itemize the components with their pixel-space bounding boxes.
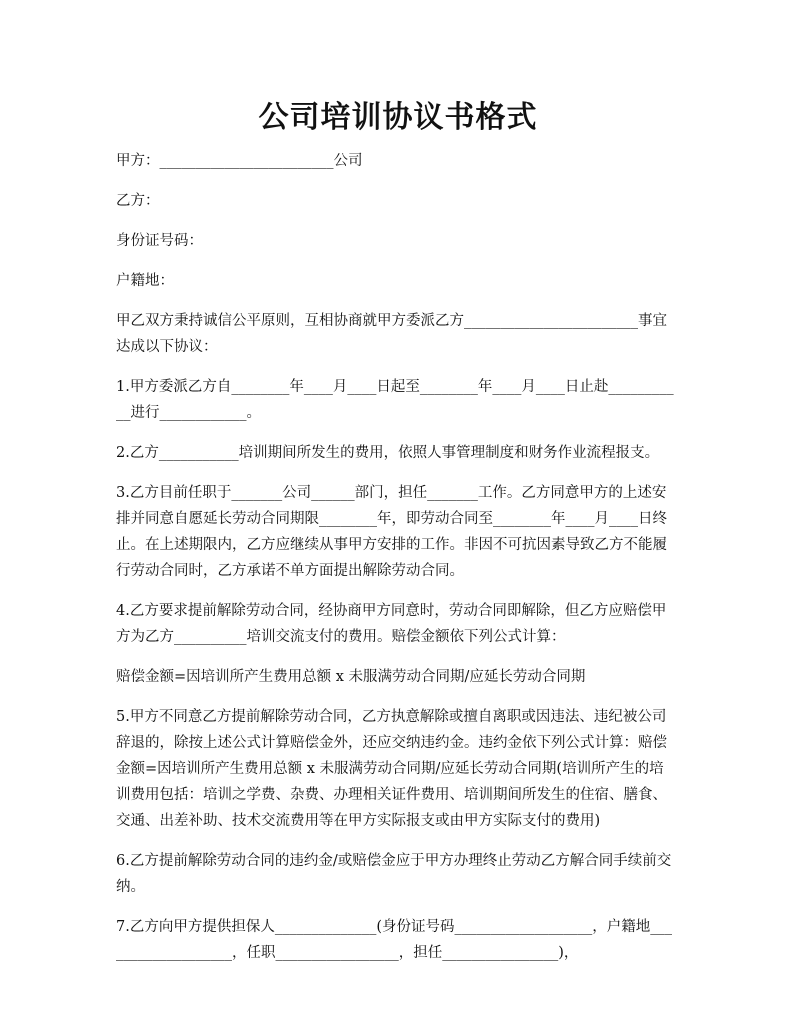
- document-title: 公司培训协议书格式: [258, 100, 538, 135]
- document-body: [116, 148, 678, 980]
- preamble-paragraph: 甲乙双方秉持诚信公平原则，互相协商就甲方委派乙方________________________事宜达成以下协议：: [116, 313, 667, 355]
- compensation-formula: 赔偿金额=因培训所产生费用总额 x 未服满劳动合同期/应延长劳动合同期: [116, 669, 586, 685]
- clause-2: 2.乙方___________培训期间所发生的费用，依照人事管理制度和财务作业流程报支。: [116, 445, 660, 461]
- clause-6: 6.乙方提前解除劳动合同的违约金/或赔偿金应于甲方办理终止劳动乙方解合同手续前交纳。: [116, 853, 672, 895]
- party-b-line: 乙方：: [116, 193, 160, 209]
- party-a-line: 甲方：________________________公司: [116, 153, 363, 169]
- clause-1: 1.甲方委派乙方自________年____月____日起至________年____月____日止赴___________进行____________。: [116, 379, 674, 421]
- clause-5: 5.甲方不同意乙方提前解除劳动合同，乙方执意解除或擅自离职或因违法、违纪被公司辞退的，除按上述公式计算赔偿金外，还应交纳违约金。违约金依下列公式计算：赔偿金额=因培训所产生费用总额 x 未服满劳动合同期/应延长劳动合同期(培训所产生的培训费用包括：培训之学费、杂费、办理相关证件费用、培训期间所发生的住宿、膳食、交通、出差补助、技术交流费用等在甲方实际报支或由甲方实际支付的费用): [116, 709, 667, 829]
- clause-4: 4.乙方要求提前解除劳动合同，经协商甲方同意时，劳动合同即解除，但乙方应赔偿甲方为乙方__________培训交流支付的费用。赔偿金额依下列公式计算：: [116, 603, 667, 645]
- clause-7: 7.乙方向甲方提供担保人______________(身份证号码___________________，户籍地___________________，任职_________________，担任________________)，: [116, 919, 672, 961]
- id-number-line: 身份证号码：: [116, 233, 203, 249]
- clause-3: 3.乙方目前任职于_______公司______部门，担任_______工作。乙方同意甲方的上述安排并同意自愿延长劳动合同期限________年，即劳动合同至________年____月____日终止。在上述期限内，乙方应继续从事甲方安排的工作。非因不可抗因素导致乙方不能履行劳动合同时，乙方承诺不单方面提出解除劳动合同。: [116, 485, 667, 579]
- household-line: 户籍地：: [116, 273, 174, 289]
